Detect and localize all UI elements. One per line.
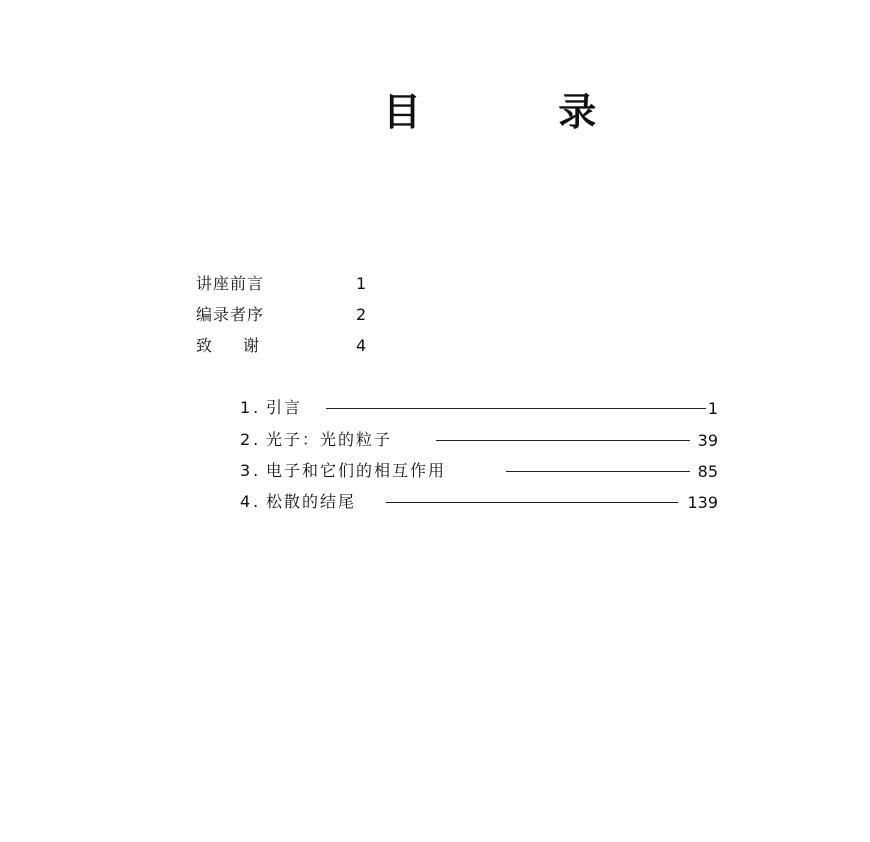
- front-item-editor-preface: [196, 303, 396, 327]
- front-item-page: 1: [356, 274, 367, 293]
- chapter-entry: [240, 459, 718, 483]
- chapter-page: 39: [697, 431, 718, 450]
- front-item-label: 致谢: [196, 336, 291, 355]
- page-title: 目 录: [383, 90, 659, 134]
- chapter-entry: [240, 490, 718, 514]
- chapter-number: 4.: [240, 492, 262, 511]
- dot-leader: [436, 440, 690, 441]
- dot-leader: [386, 502, 678, 503]
- chapter-entry: [240, 396, 718, 420]
- front-item-acknowledgements: [196, 334, 396, 358]
- chapter-number: 3.: [240, 461, 262, 480]
- chapter-title: 引言: [266, 398, 303, 417]
- front-item-page: 2: [356, 305, 367, 324]
- front-item-preface: [196, 272, 396, 296]
- chapter-page: 1: [707, 399, 718, 418]
- chapter-number: 1.: [240, 398, 262, 417]
- front-item-label: 讲座前言: [196, 274, 265, 293]
- chapter-title: 光子：光的粒子: [266, 430, 393, 449]
- front-item-label: 编录者序: [196, 305, 265, 324]
- chapter-entry: [240, 428, 718, 452]
- chapter-page: 139: [687, 493, 718, 512]
- chapter-number: 2.: [240, 430, 262, 449]
- front-item-page: 4: [356, 336, 367, 355]
- dot-leader: [326, 408, 706, 409]
- dot-leader: [506, 471, 690, 472]
- chapter-page: 85: [697, 462, 718, 481]
- chapter-title: 电子和它们的相互作用: [266, 461, 447, 480]
- chapter-title: 松散的结尾: [266, 492, 357, 511]
